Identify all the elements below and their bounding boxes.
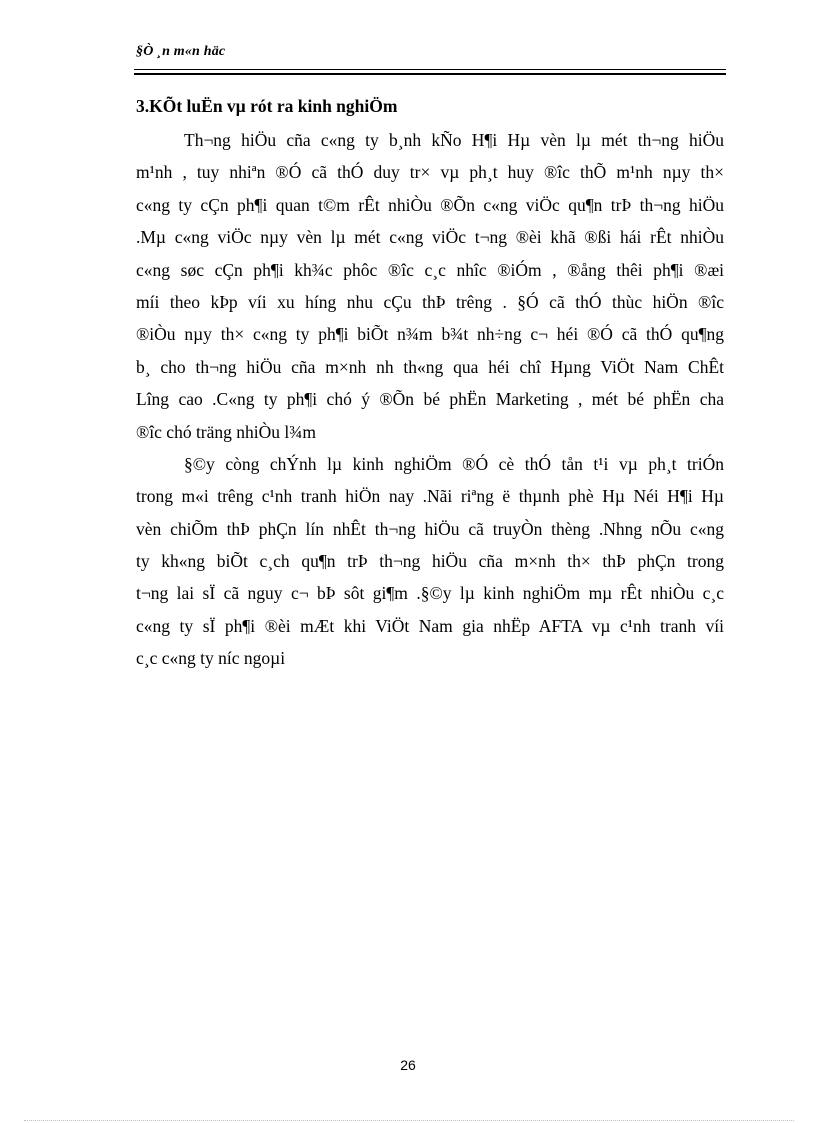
paragraph-line: t¬ng lai sÏ cã nguy c¬ bÞ sôt gi¶m .§©y lµ kinh nghiÖm mµ rÊt nhiÒu c¸c [136, 583, 724, 604]
header-rule-thick [134, 73, 726, 75]
paragraph-line: míi theo kÞp víi xu híng nhu cÇu thÞ trêng . §Ó cã thÓ thùc hiÖn ®îc [136, 291, 724, 312]
paragraph-line: .Mµ c«ng viÖc nµy vèn lµ mét c«ng viÖc t¬ng ®èi khã ®ßi hái rÊt nhiÒu [136, 227, 724, 248]
paragraph-line: c¸c c«ng ty níc ngoµi [136, 648, 286, 669]
paragraph-line: vèn chiÕm thÞ phÇn lín nhÊt th¬ng hiÖu cã truyÒn thèng .Nhng nÕu c«ng [136, 518, 724, 539]
paragraph-line: ty kh«ng biÕt c¸ch qu¶n trÞ th¬ng hiÖu cña m×nh th× thÞ phÇn trong [136, 551, 724, 572]
page-bottom-edge [24, 1120, 794, 1121]
document-body [136, 94, 724, 675]
paragraph-line: Lîng cao .C«ng ty ph¶i chó ý ®Õn bé phËn Marketing , mét bé phËn cha [136, 389, 724, 410]
paragraph-line: m¹nh , tuy nhiªn ®Ó cã thÓ duy tr× vµ ph¸t huy ®îc thÕ m¹nh nµy th× [136, 162, 724, 183]
paragraph-line: ®îc chó träng nhiÒu l¾m [136, 421, 316, 442]
paragraph-line: Th¬ng hiÖu cña c«ng ty b¸nh kÑo H¶i Hµ vèn lµ mét th¬ng hiÖu [184, 130, 724, 150]
paragraph-line: b¸ cho th¬ng hiÖu cña m×nh nh th«ng qua héi chî Hµng ViÖt Nam ChÊt [136, 356, 724, 377]
paragraph-1 [136, 124, 724, 448]
page-number: 26 [400, 1057, 416, 1073]
paragraph-line: c«ng ty sÏ ph¶i ®èi mÆt khi ViÖt Nam gia nhËp AFTA vµ c¹nh tranh víi [136, 615, 724, 636]
running-header: §Ò ¸n m«n häc [136, 44, 226, 59]
paragraph-line: §©y còng chÝnh lµ kinh nghiÖm ®Ó cè thÓ tån t¹i vµ ph¸t triÓn [184, 453, 724, 474]
section-heading: 3.KÕt luËn vµ rót ra kinh nghiÖm [136, 96, 398, 116]
paragraph-line: ®iÒu nµy th× c«ng ty ph¶i biÕt n¾m b¾t nh÷ng c¬ héi ®Ó cã thÓ qu¶ng [136, 324, 724, 345]
header-rule-thin [134, 69, 726, 70]
paragraph-line: c«ng ty cÇn ph¶i quan t©m rÊt nhiÒu ®Õn c«ng viÖc qu¶n trÞ th¬ng hiÖu [136, 194, 724, 215]
paragraph-2 [136, 448, 724, 675]
paragraph-line: trong m«i trêng c¹nh tranh hiÖn nay .Nãi riªng ë thµnh phè Hµ Néi H¶i Hµ [136, 486, 724, 507]
paragraph-line: c«ng søc cÇn ph¶i kh¾c phôc ®îc c¸c nhîc ®iÓm , ®ång thêi ph¶i ®æi [136, 259, 724, 280]
